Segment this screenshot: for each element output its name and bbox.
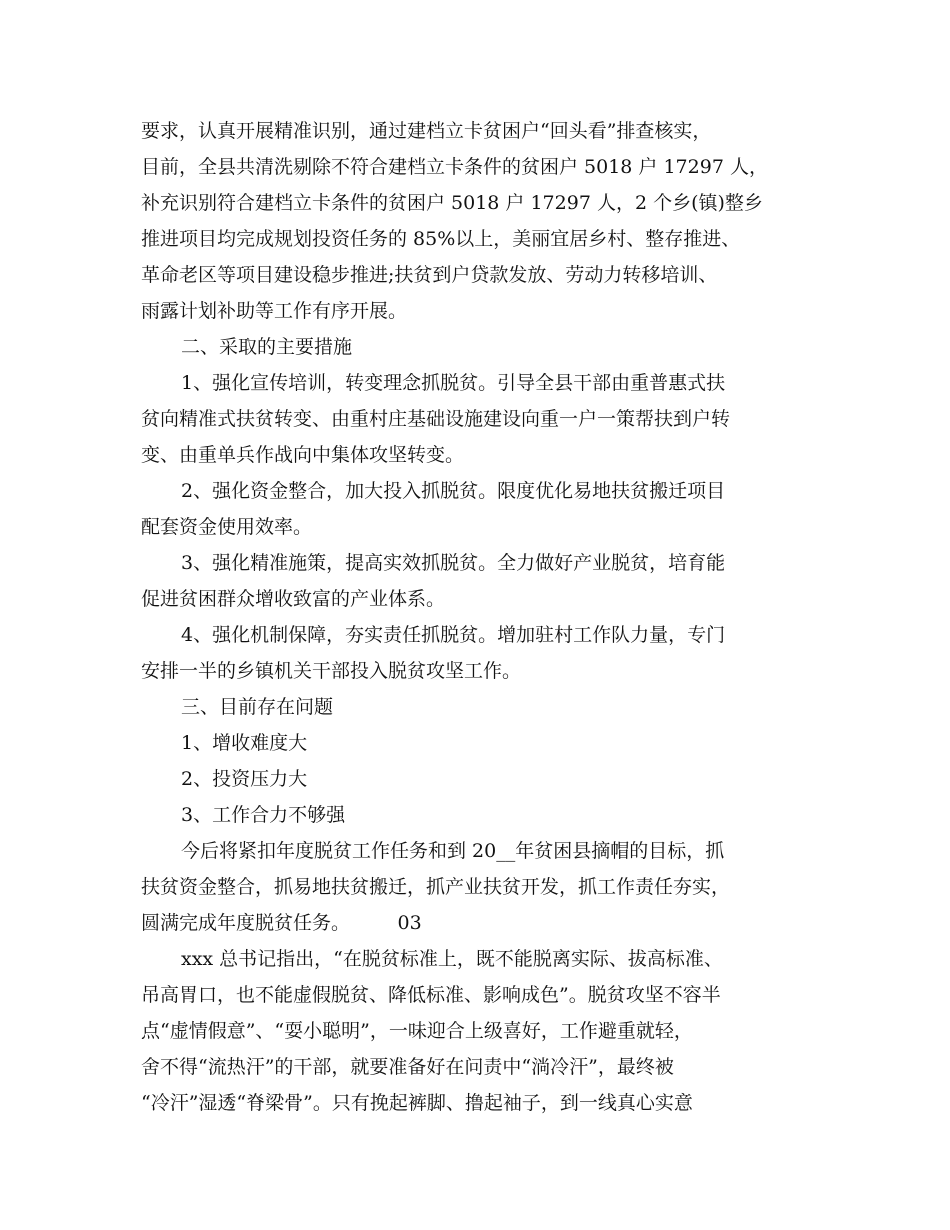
list-item-problem-3: [141, 797, 821, 833]
text-line: 4、强化机制保障，夯实责任抓脱贫。增加驻村工作队力量，专门: [181, 624, 726, 646]
paragraph-measure-3: [141, 545, 821, 617]
text-line: 要求，认真开展精准识别，通过建档立卡贫困户“回头看”排查核实，: [141, 120, 712, 142]
text-line: 舍不得“流热汗”的干部，就要准备好在问责中“淌冷汗”，最终被: [141, 1056, 674, 1078]
text-line: 目前，全县共清洗剔除不符合建档立卡条件的贫困户 5018 户 17297 人，: [141, 156, 768, 178]
text-line: 贫向精准式扶贫转变、由重村庄基础设施建设向重一户一策帮扶到户转: [141, 408, 731, 430]
document-body: [141, 113, 821, 1121]
text-line: 2、投资压力大: [181, 768, 308, 790]
text-line: 3、工作合力不够强: [181, 804, 346, 826]
text-line: 推进项目均完成规划投资任务的 85%以上，美丽宜居乡村、整存推进、: [141, 228, 741, 250]
text-line: 扶贫资金整合，抓易地扶贫搬迁，抓产业扶贫开发，抓工作责任夯实，: [141, 876, 731, 898]
paragraph-intro-results: [141, 113, 821, 329]
text-line: 配套资金使用效率。: [141, 516, 313, 538]
text-line: 安排一半的乡镇机关干部投入脱贫攻坚工作。: [141, 660, 522, 682]
section-heading-problems: [141, 689, 821, 725]
paragraph-measure-2: [141, 473, 821, 545]
text-line: 点“虚情假意”、“耍小聪明”，一味迎合上级喜好，工作避重就轻，: [141, 1020, 693, 1042]
text-line: 1、增收难度大: [181, 732, 308, 754]
text-line: “冷汗”湿透“脊梁骨”。只有挽起裤脚、撸起袖子，到一线真心实意: [141, 1092, 693, 1114]
paragraph-future-plan: [141, 833, 821, 941]
text-line: 今后将紧扣年度脱贫工作任务和到 20__年贫困县摘帽的目标，抓: [181, 840, 725, 862]
text-line: 变、由重单兵作战向中集体攻坚转变。: [141, 444, 465, 466]
heading-text: 三、目前存在问题: [181, 696, 334, 718]
list-item-problem-2: [141, 761, 821, 797]
text-line: 补充识别符合建档立卡条件的贫困户 5018 户 17297 人，2 个乡(镇)整乡: [141, 192, 763, 214]
text-line: 促进贫困群众增收致富的产业体系。: [141, 588, 446, 610]
text-line: 2、强化资金整合，加大投入抓脱贫。限度优化易地扶贫搬迁项目: [181, 480, 726, 502]
text-line: 吊高胃口，也不能虚假脱贫、降低标准、影响成色”。脱贫攻坚不容半: [141, 984, 721, 1006]
heading-text: 二、采取的主要措施: [181, 336, 353, 358]
text-line: xxx 总书记指出，“在脱贫标准上，既不能脱离实际、拔高标准、: [181, 948, 723, 970]
text-line: 1、强化宣传培训，转变理念抓脱贫。引导全县干部由重普惠式扶: [181, 372, 726, 394]
paragraph-quote: [141, 941, 821, 1121]
paragraph-measure-4: [141, 617, 821, 689]
paragraph-measure-1: [141, 365, 821, 473]
list-item-problem-1: [141, 725, 821, 761]
section-heading-measures: [141, 329, 821, 365]
text-line: 革命老区等项目建设稳步推进;扶贫到户贷款发放、劳动力转移培训、: [141, 264, 718, 286]
text-line: 雨露计划补助等工作有序开展。: [141, 300, 408, 322]
text-line: 3、强化精准施策，提高实效抓脱贫。全力做好产业脱贫，培育能: [181, 552, 726, 574]
text-line: 圆满完成年度脱贫任务。 03: [141, 912, 422, 934]
